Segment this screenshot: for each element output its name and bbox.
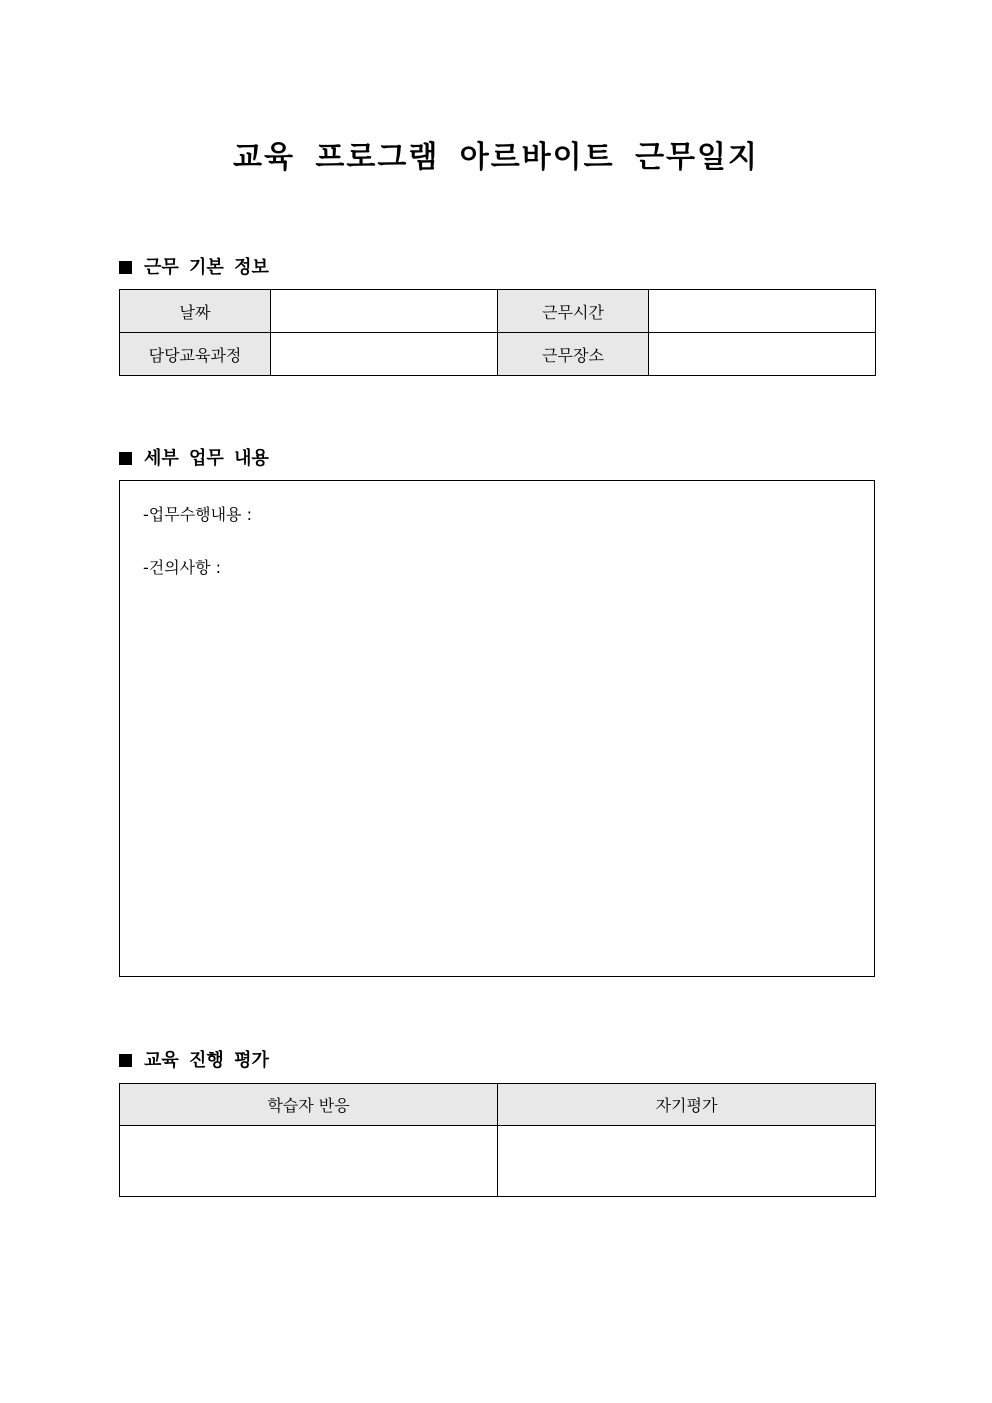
table-row <box>120 333 876 376</box>
work-hours-label: 근무시간 <box>498 290 649 333</box>
square-bullet-icon <box>119 1054 132 1067</box>
work-place-field[interactable] <box>649 333 876 376</box>
section-heading-details <box>119 444 269 470</box>
table-row <box>120 290 876 333</box>
section-heading-basic-info <box>119 253 269 279</box>
task-content-line: -업무수행내용 : <box>143 505 252 524</box>
course-label: 담당교육과정 <box>120 333 271 376</box>
section-heading-label: 세부 업무 내용 <box>144 448 269 469</box>
work-hours-field[interactable] <box>649 290 876 333</box>
section-heading-label: 교육 진행 평가 <box>144 1050 269 1071</box>
square-bullet-icon <box>119 452 132 465</box>
suggestions-line: -건의사항 : <box>143 558 222 577</box>
square-bullet-icon <box>119 261 132 274</box>
work-details-box[interactable] <box>119 480 875 977</box>
learner-response-field[interactable] <box>120 1126 498 1197</box>
table-row <box>120 1084 876 1126</box>
section-heading-evaluation <box>119 1046 269 1072</box>
date-field[interactable] <box>271 290 498 333</box>
evaluation-table <box>119 1083 876 1197</box>
date-label: 날짜 <box>120 290 271 333</box>
table-row <box>120 1126 876 1197</box>
course-field[interactable] <box>271 333 498 376</box>
page-title: 교육 프로그램 아르바이트 근무일지 <box>232 140 760 175</box>
self-evaluation-field[interactable] <box>498 1126 876 1197</box>
basic-info-table <box>119 289 876 376</box>
self-evaluation-label: 자기평가 <box>498 1084 876 1126</box>
section-heading-label: 근무 기본 정보 <box>144 257 269 278</box>
learner-response-label: 학습자 반응 <box>120 1084 498 1126</box>
work-place-label: 근무장소 <box>498 333 649 376</box>
